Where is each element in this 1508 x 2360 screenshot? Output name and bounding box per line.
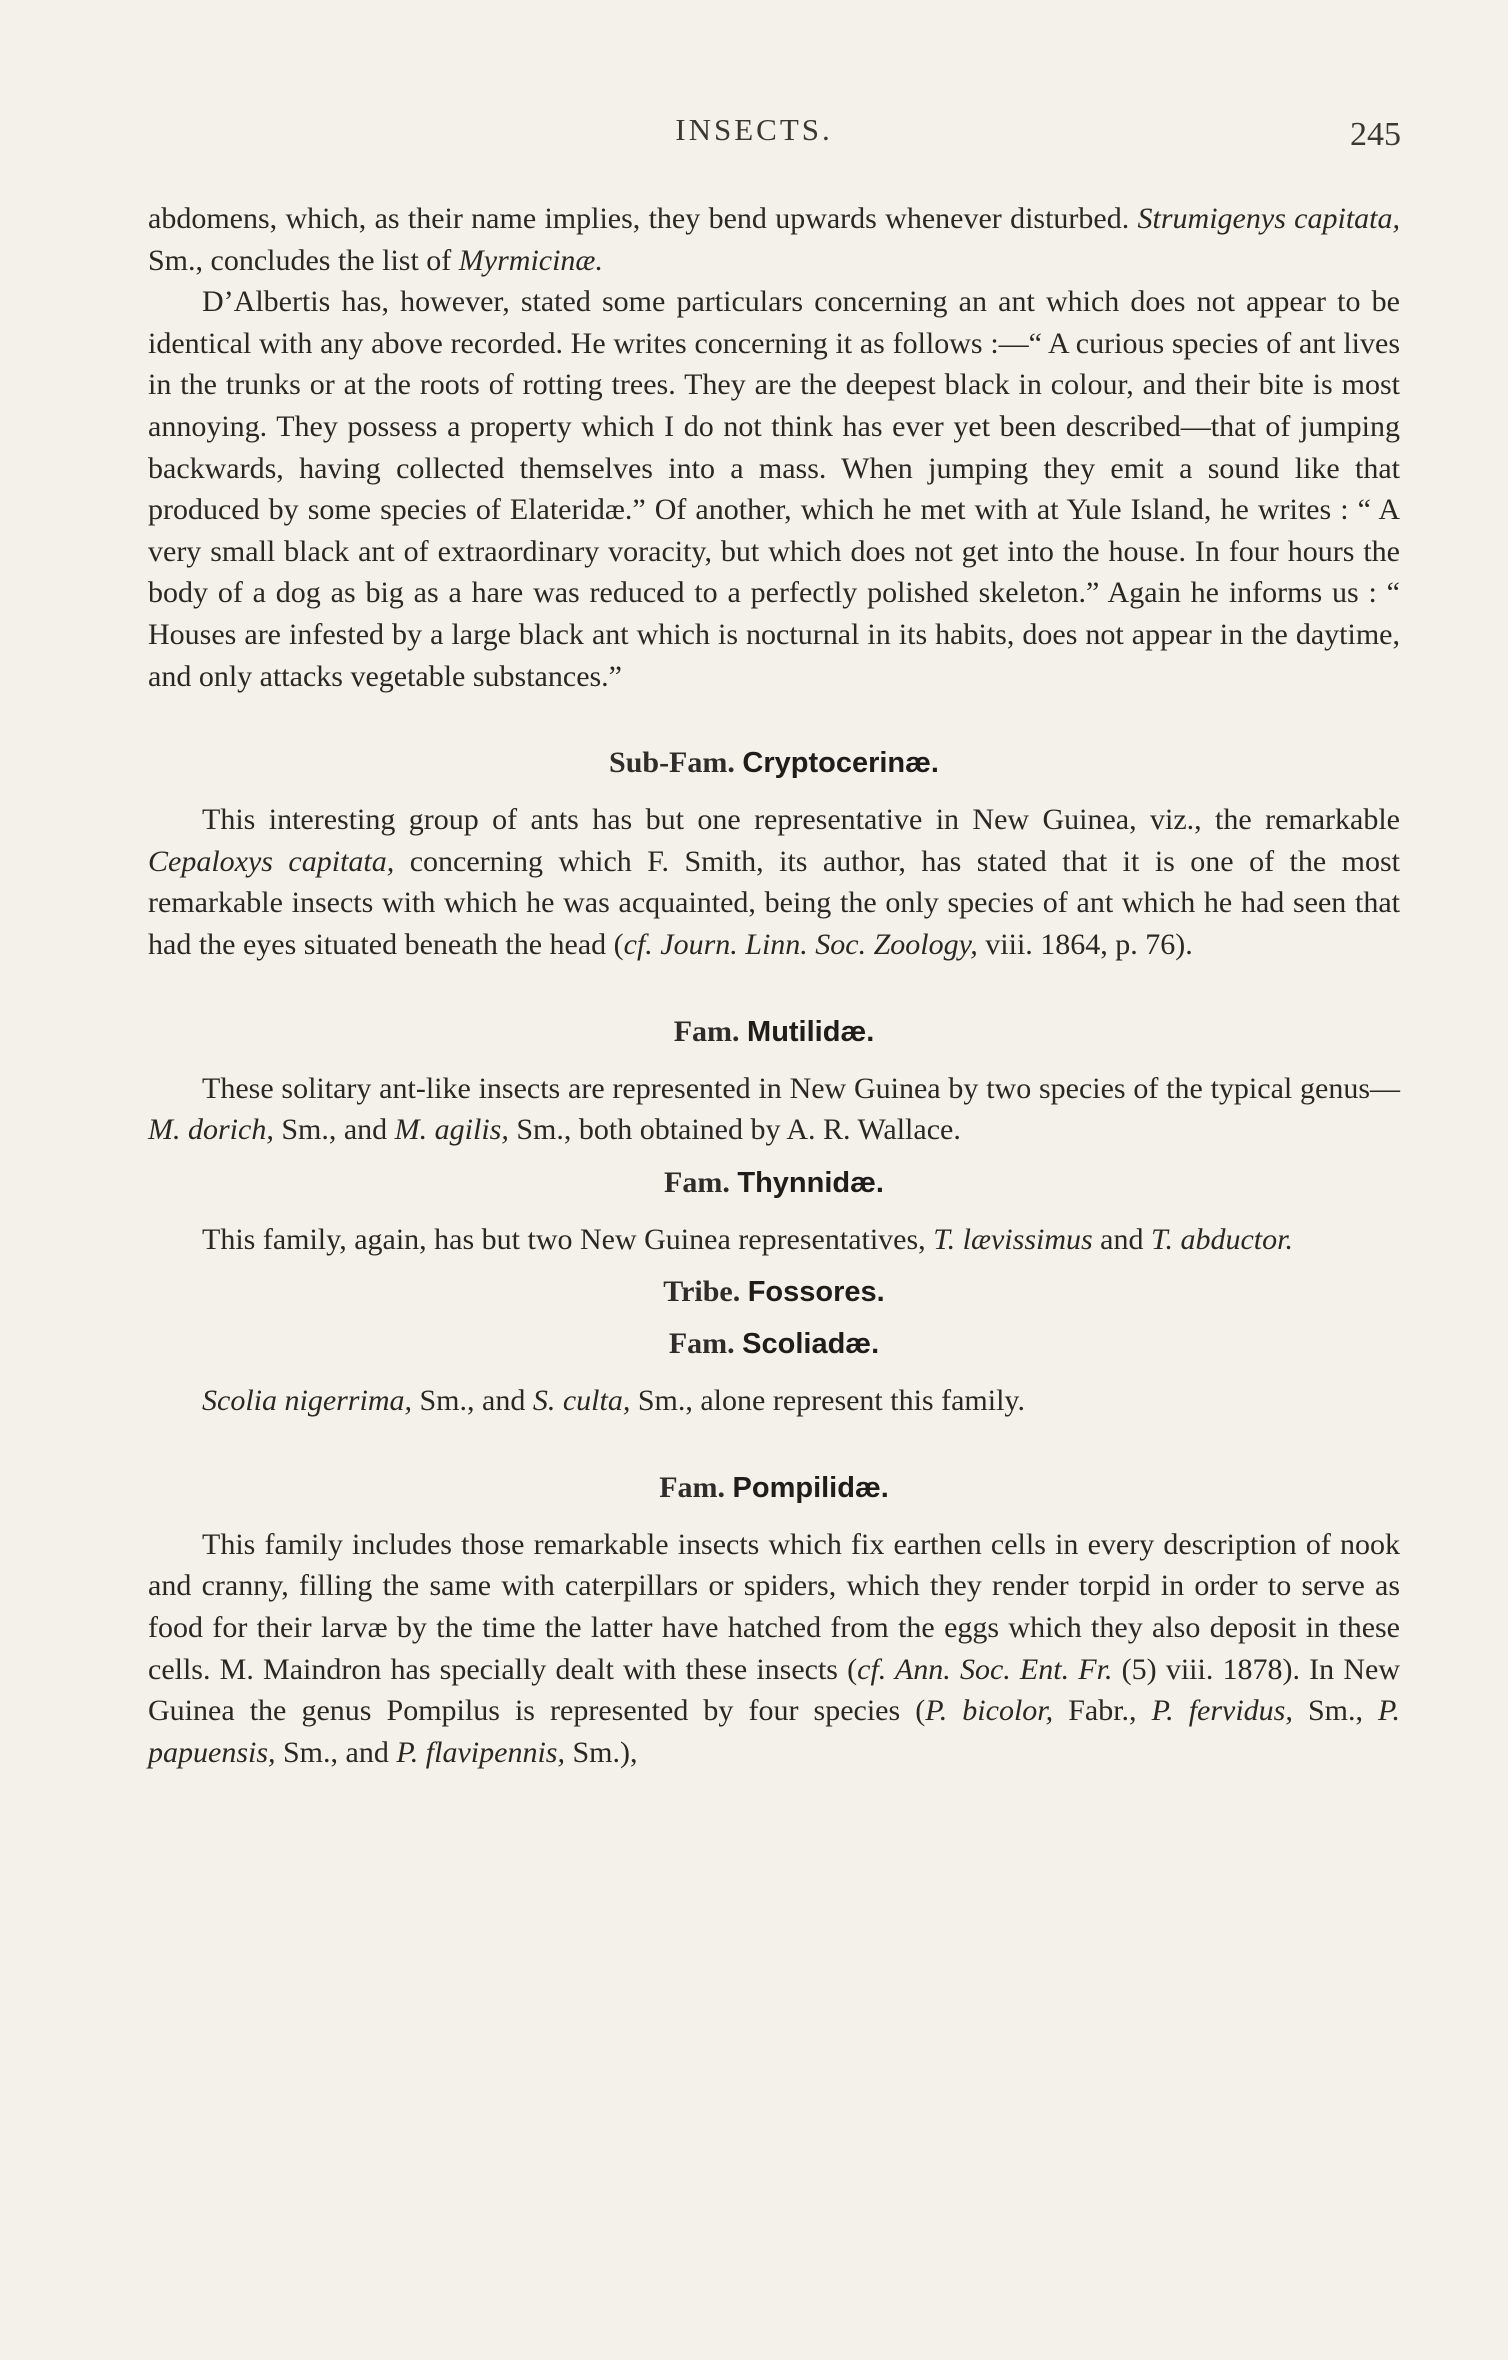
- heading-name: Thynnidæ.: [737, 1166, 884, 1199]
- heading-name: Pompilidæ.: [732, 1471, 889, 1504]
- heading-name: Fossores.: [747, 1276, 885, 1309]
- heading-name: Scoliadæ.: [742, 1328, 880, 1361]
- page-number: 245: [1350, 116, 1401, 153]
- text-run: (5) viii. 1878). In New Guinea the genus Pompilus is represented by four species (: [148, 1652, 1400, 1728]
- text-run: This family, again, has but two New Guinea representatives,: [202, 1222, 934, 1256]
- species-name: T. abductor.: [1151, 1222, 1293, 1256]
- body-text: [148, 198, 1400, 1773]
- heading-fossores: [148, 1272, 1400, 1312]
- paragraph-thynnidae: [148, 1219, 1400, 1261]
- text-run: abdomens, which, as their name implies, they bend upwards whenever disturbed.: [148, 202, 1138, 235]
- species-name: M. dorich,: [148, 1113, 274, 1147]
- species-name: P. papuensis,: [148, 1694, 1401, 1769]
- species-name: Strumigenys capitata,: [1137, 202, 1400, 235]
- heading-kind: Fam.: [659, 1470, 726, 1504]
- heading-thynnidae: [148, 1163, 1400, 1203]
- paragraph-cryptocerinae: [148, 799, 1400, 965]
- citation: cf. Journ. Linn. Soc. Zoology,: [623, 927, 978, 961]
- heading-kind: Fam.: [668, 1327, 735, 1361]
- heading-kind: Tribe.: [663, 1275, 741, 1309]
- heading-cryptocerinae: [148, 743, 1400, 783]
- text-run: Sm., concludes the list of: [148, 243, 459, 277]
- text-run: and: [1092, 1222, 1151, 1256]
- paragraph-abdomens: [148, 198, 1400, 281]
- text-run: Sm., and: [275, 1735, 397, 1769]
- heading-name: Mutilidæ.: [747, 1015, 875, 1048]
- citation: cf. Ann. Soc. Ent. Fr.: [857, 1652, 1113, 1686]
- species-name: S. culta,: [532, 1384, 631, 1418]
- species-name: Scolia nigerrima,: [202, 1384, 412, 1418]
- species-name: Cepaloxys capitata,: [148, 844, 395, 878]
- text-run: Sm., and: [412, 1384, 533, 1418]
- heading-mutilidae: [148, 1012, 1400, 1052]
- species-name: P. bicolor,: [925, 1694, 1054, 1728]
- text-run: These solitary ant-like insects are represented in New Guinea by two species of the typical genus—: [202, 1071, 1400, 1105]
- heading-pompilidae: [148, 1468, 1400, 1508]
- species-name: T. lævissimus: [933, 1222, 1093, 1256]
- subfamily-name: Myrmicinæ.: [458, 243, 603, 277]
- text-run: concerning which F. Smith, its author, has stated that it is one of the most remarkable insects with which he was acquainted, being the only species of ant which he had seen that had the eyes situated beneath the head (: [148, 844, 1400, 961]
- heading-kind: Sub-Fam.: [609, 746, 735, 780]
- text-run: Fabr.,: [1053, 1694, 1152, 1728]
- paragraph-pompilidae: [148, 1524, 1400, 1774]
- species-name: P. fervidus,: [1151, 1694, 1293, 1728]
- heading-kind: Fam.: [673, 1014, 740, 1048]
- text-run: Sm., alone represent this family.: [630, 1384, 1025, 1418]
- text-run: Sm.),: [564, 1735, 638, 1769]
- heading-scoliadae: [148, 1324, 1400, 1364]
- running-head: INSECTS.: [675, 112, 833, 147]
- text-run: This interesting group of ants has but one representative in New Guinea, viz., the remarkable: [202, 803, 1400, 837]
- species-name: M. agilis,: [394, 1113, 509, 1147]
- heading-kind: Fam.: [664, 1165, 730, 1199]
- text-run: Sm.,: [1292, 1694, 1379, 1728]
- paragraph-dalbertis: D’Albertis has, however, stated some particulars concerning an ant which does not appear to be identical with any above recorded. He writes concerning it as follows :—“ A curious species of ant lives in the trunks or at the roots of rotting trees. They are the deepest black in colour, and their bite is most annoying. They possess a property which I do not think has ever yet been described—that of jumping backwards, having collected themselves into a mass. When jumping they emit a sound like that produced by some species of Elateridæ.” Of another, which he met with at Yule Island, he writes : “ A very small black ant of extraordinary voracity, but which does not get into the house. In four hours the body of a dog as big as a hare was reduced to a perfectly polished skeleton.” Again he informs us : “ Houses are infested by a large black ant which is nocturnal in its habits, does not appear in the daytime, and only attacks vegetable substances.”: [148, 285, 1400, 693]
- text-run: viii. 1864, p. 76).: [977, 927, 1193, 961]
- heading-name: Cryptocerinæ.: [742, 747, 939, 780]
- species-name: P. flavipennis,: [396, 1735, 565, 1769]
- text-run: Sm., both obtained by A. R. Wallace.: [508, 1113, 961, 1147]
- paragraph-scoliadae: [148, 1380, 1400, 1422]
- text-run: This family includes those remarkable insects which fix earthen cells in every description of nook and cranny, filling the same with caterpillars or spiders, which they render torpid in order to serve as food for their larvæ by the time the latter have hatched from the eggs which they also deposit in these cells. M. Maindron has specially dealt with these insects (: [148, 1527, 1400, 1686]
- text-run: Sm., and: [273, 1113, 395, 1147]
- paragraph-mutilidae: [148, 1068, 1400, 1151]
